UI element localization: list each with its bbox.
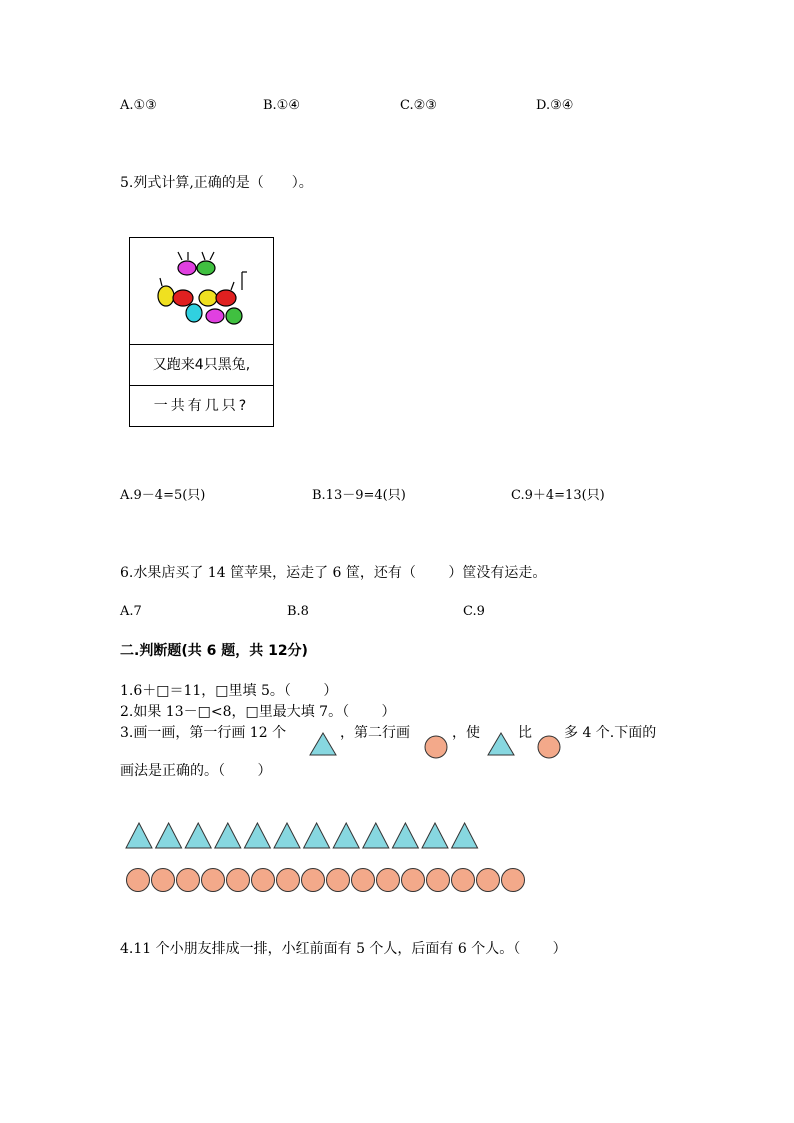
circle-shape	[252, 869, 275, 892]
q5-box-line2: 一共有几只?	[130, 385, 273, 426]
circle-shape	[452, 869, 475, 892]
section-title: 二.判断题(共 6 题，共 12分)	[120, 643, 308, 659]
rabbits-illustration	[130, 238, 273, 344]
circle-shape	[302, 869, 325, 892]
judge-item-4: 4.11 个小朋友排成一排，小红前面有 5 个人，后面有 6 个人。（ ）	[120, 941, 567, 957]
judge-item-3-part1: 3.画一画，第一行画 12 个	[120, 725, 287, 741]
q5-option-a: A.9－4=5(只)	[120, 488, 206, 503]
judge-item-1: 1.6＋□＝11，□里填 5。（ ）	[120, 683, 338, 699]
q5-stem: 5.列式计算,正确的是（ ）。	[120, 175, 313, 191]
circle-shape	[227, 869, 250, 892]
triangle-icon	[309, 732, 337, 756]
q6-stem: 6.水果店买了 14 筐苹果，运走了 6 筐，还有（ ）筐没有运走。	[120, 565, 547, 581]
circle-shape	[427, 869, 450, 892]
circle-shape	[327, 869, 350, 892]
triangle-shape	[333, 823, 359, 848]
judge-item-3-part6: 画法是正确的。（ ）	[120, 763, 272, 779]
q6-option-a: A.7	[120, 604, 142, 619]
triangle-shape	[215, 823, 241, 848]
triangle-shape	[244, 823, 270, 848]
q6-option-c: C.9	[463, 604, 485, 619]
triangle-shape	[422, 823, 448, 848]
judge-item-3-part3: ，使	[452, 725, 480, 741]
circle-icon	[424, 735, 448, 759]
q6-option-b: B.8	[287, 604, 309, 619]
circle-shape	[202, 869, 225, 892]
judge-item-3-part2: ，第二行画	[340, 725, 410, 741]
q5-option-c: C.9＋4=13(只)	[511, 488, 605, 503]
triangle-shape	[304, 823, 330, 848]
triangle-shape	[156, 823, 182, 848]
q5-picture-box	[129, 237, 274, 427]
circle-shape	[377, 869, 400, 892]
circle-shape	[277, 869, 300, 892]
q4-option-c: C.②③	[400, 98, 437, 113]
triangle-row	[124, 822, 484, 850]
triangle-shape	[392, 823, 418, 848]
circle-row	[124, 867, 534, 893]
circle-icon	[537, 735, 561, 759]
circle-shape	[177, 869, 200, 892]
circle-shape	[402, 869, 425, 892]
q4-option-b: B.①④	[263, 98, 300, 113]
judge-item-3-part4: 比	[518, 725, 532, 741]
triangle-shape	[274, 823, 300, 848]
q5-box-line1: 又跑来4只黑兔,	[130, 344, 273, 385]
circle-shape	[352, 869, 375, 892]
q5-option-b: B.13－9=4(只)	[312, 488, 406, 503]
triangle-icon	[487, 732, 515, 756]
q4-option-d: D.③④	[536, 98, 574, 113]
triangle-shape	[363, 823, 389, 848]
judge-item-2: 2.如果 13－□<8，□里最大填 7。（ ）	[120, 704, 396, 720]
triangle-shape	[185, 823, 211, 848]
circle-shape	[152, 869, 175, 892]
q4-option-a: A.①③	[120, 98, 157, 113]
triangle-shape	[126, 823, 152, 848]
triangle-shape	[452, 823, 478, 848]
circle-shape	[477, 869, 500, 892]
judge-item-3-part5: 多 4 个.下面的	[564, 725, 657, 741]
circle-shape	[127, 869, 150, 892]
circle-shape	[502, 869, 525, 892]
